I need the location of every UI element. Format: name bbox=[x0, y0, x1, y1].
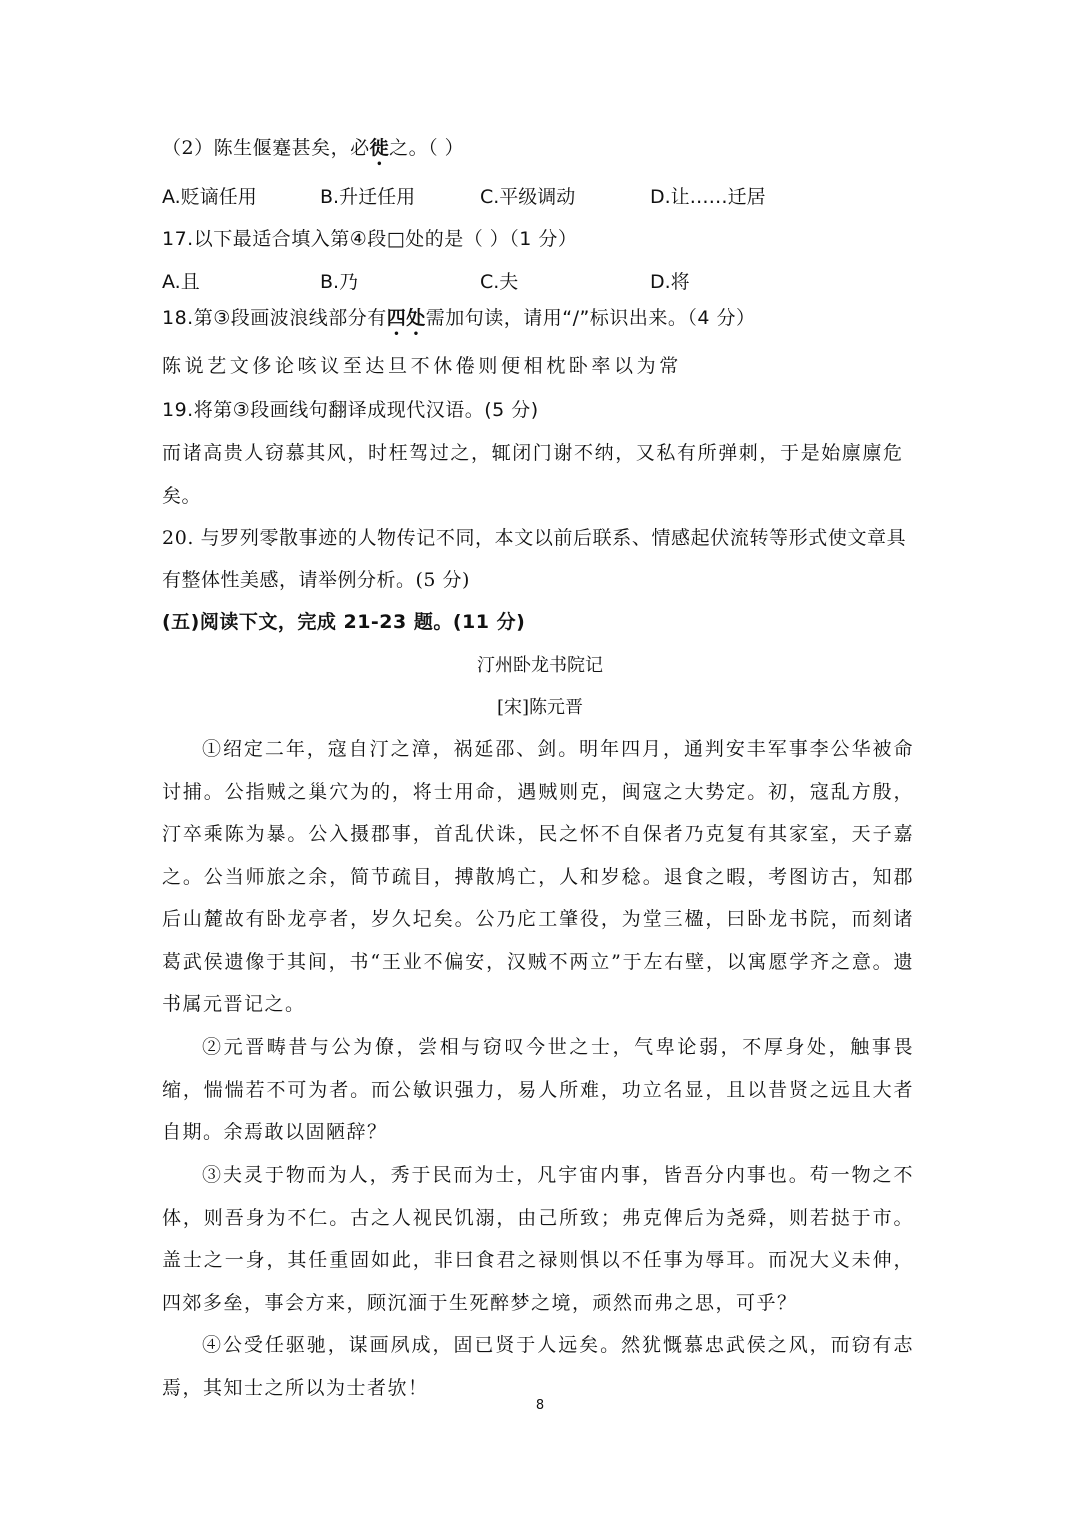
q16-option-c: C.平级调动 bbox=[480, 186, 576, 208]
q16-2-target-char: 徙 bbox=[369, 137, 390, 159]
q16-option-b: B.升迁任用 bbox=[320, 186, 416, 208]
q17-option-c: C.夫 bbox=[480, 271, 519, 293]
q16-2-suffix: 之。（ ） bbox=[389, 137, 465, 159]
passage-paragraph-3: ③夫灵于物而为人，秀于民而为士，凡宇宙内事，皆吾分内事也。苟一物之不体，则吾身为不仁。古之人视民饥溺，由己所致；弗克俾后为尧舜，则若挞于市。盖士之一身，其任重固如此，非曰食君之禄则惧以不任事为辱耳。而况大义未伸，四郊多垒，事会方来，顾沉湎于生死醉梦之境，顽然而弗之思，可乎？ bbox=[162, 1164, 914, 1314]
q16-option-d: D.让……迁居 bbox=[650, 186, 766, 208]
passage-paragraph-1: ①绍定二年，寇自汀之漳，祸延邵、剑。明年四月，通判安丰军事李公华被命讨捕。公指贼之巢穴为的，将士用命，遇贼则克，闽寇之大势定。初，寇乱方殷，汀卒乘陈为暴。公入摄郡事，首乱伏诛，民之怀不自保者乃克复有其家室，天子嘉之。公当师旅之余，简节疏目，搏散鸠亡，人和岁稔。退食之暇，考图访古，知郡后山麓故有卧龙亭者，岁久圮矣。公乃庀工肇役，为堂三楹，曰卧龙书院，而刻诸葛武侯遗像于其间，书“王业不偏安，汉贼不两立”于左右壁，以寓愿学齐之意。遗书属元晋记之。 bbox=[162, 738, 914, 1015]
q17-option-d: D.将 bbox=[650, 271, 690, 293]
q18-question bbox=[162, 303, 756, 340]
q18-passage: 陈说艺文侈论咳议至达旦不休倦则便相枕卧率以为常 bbox=[162, 355, 682, 377]
q18-prefix: 18.第③段画波浪线部分有 bbox=[162, 307, 387, 329]
q17-question: 17.以下最适合填入第④段□处的是（ ）（1 分） bbox=[162, 228, 578, 250]
q16-2-question bbox=[162, 133, 464, 170]
page-number: 8 bbox=[535, 1398, 545, 1413]
q19-question: 19.将第③段画线句翻译成现代汉语。(5 分) bbox=[162, 399, 539, 421]
q20-question-line1: 20. 与罗列零散事迹的人物传记不同，本文以前后联系、情感起伏流转等形式使文章具 bbox=[162, 527, 907, 549]
q19-passage-line2: 矣。 bbox=[162, 485, 202, 507]
q20-question-line2: 有整体性美感，请举例分析。(5 分) bbox=[162, 569, 470, 591]
q17-option-b: B.乃 bbox=[320, 271, 359, 293]
q17-option-a: A.且 bbox=[162, 271, 200, 293]
passage-paragraph-2: ②元晋畴昔与公为僚，尝相与窃叹今世之士，气卑论弱，不厚身处，触事畏缩，惴惴若不可为者。而公敏识强力，易人所难，功立名显，且以昔贤之远且大者自期。余焉敢以固陋辞？ bbox=[162, 1036, 914, 1143]
passage-title: 汀州卧龙书院记 bbox=[477, 655, 603, 676]
passage-paragraph-4: ④公受任驱驰，谋画夙成，固已贤于人远矣。然犹慨慕忠武侯之风，而窃有志焉，其知士之所以为士者欤！ bbox=[162, 1334, 914, 1399]
q19-passage-line1: 而诸高贵人窃慕其风，时枉驾过之，辄闭门谢不纳，又私有所弹刺，于是始廪廪危 bbox=[162, 442, 904, 464]
q18-suffix: 需加句读，请用“/”标识出来。（4 分） bbox=[425, 307, 756, 329]
q16-option-a: A.贬谪任用 bbox=[162, 186, 257, 208]
q18-emphasis: 四处 bbox=[386, 307, 426, 329]
section-5-heading: (五)阅读下文，完成 21-23 题。(11 分) bbox=[162, 611, 526, 633]
passage-author: [宋]陈元晋 bbox=[496, 697, 584, 718]
q16-2-prefix: （2）陈生偃蹇甚矣，必 bbox=[162, 137, 370, 159]
